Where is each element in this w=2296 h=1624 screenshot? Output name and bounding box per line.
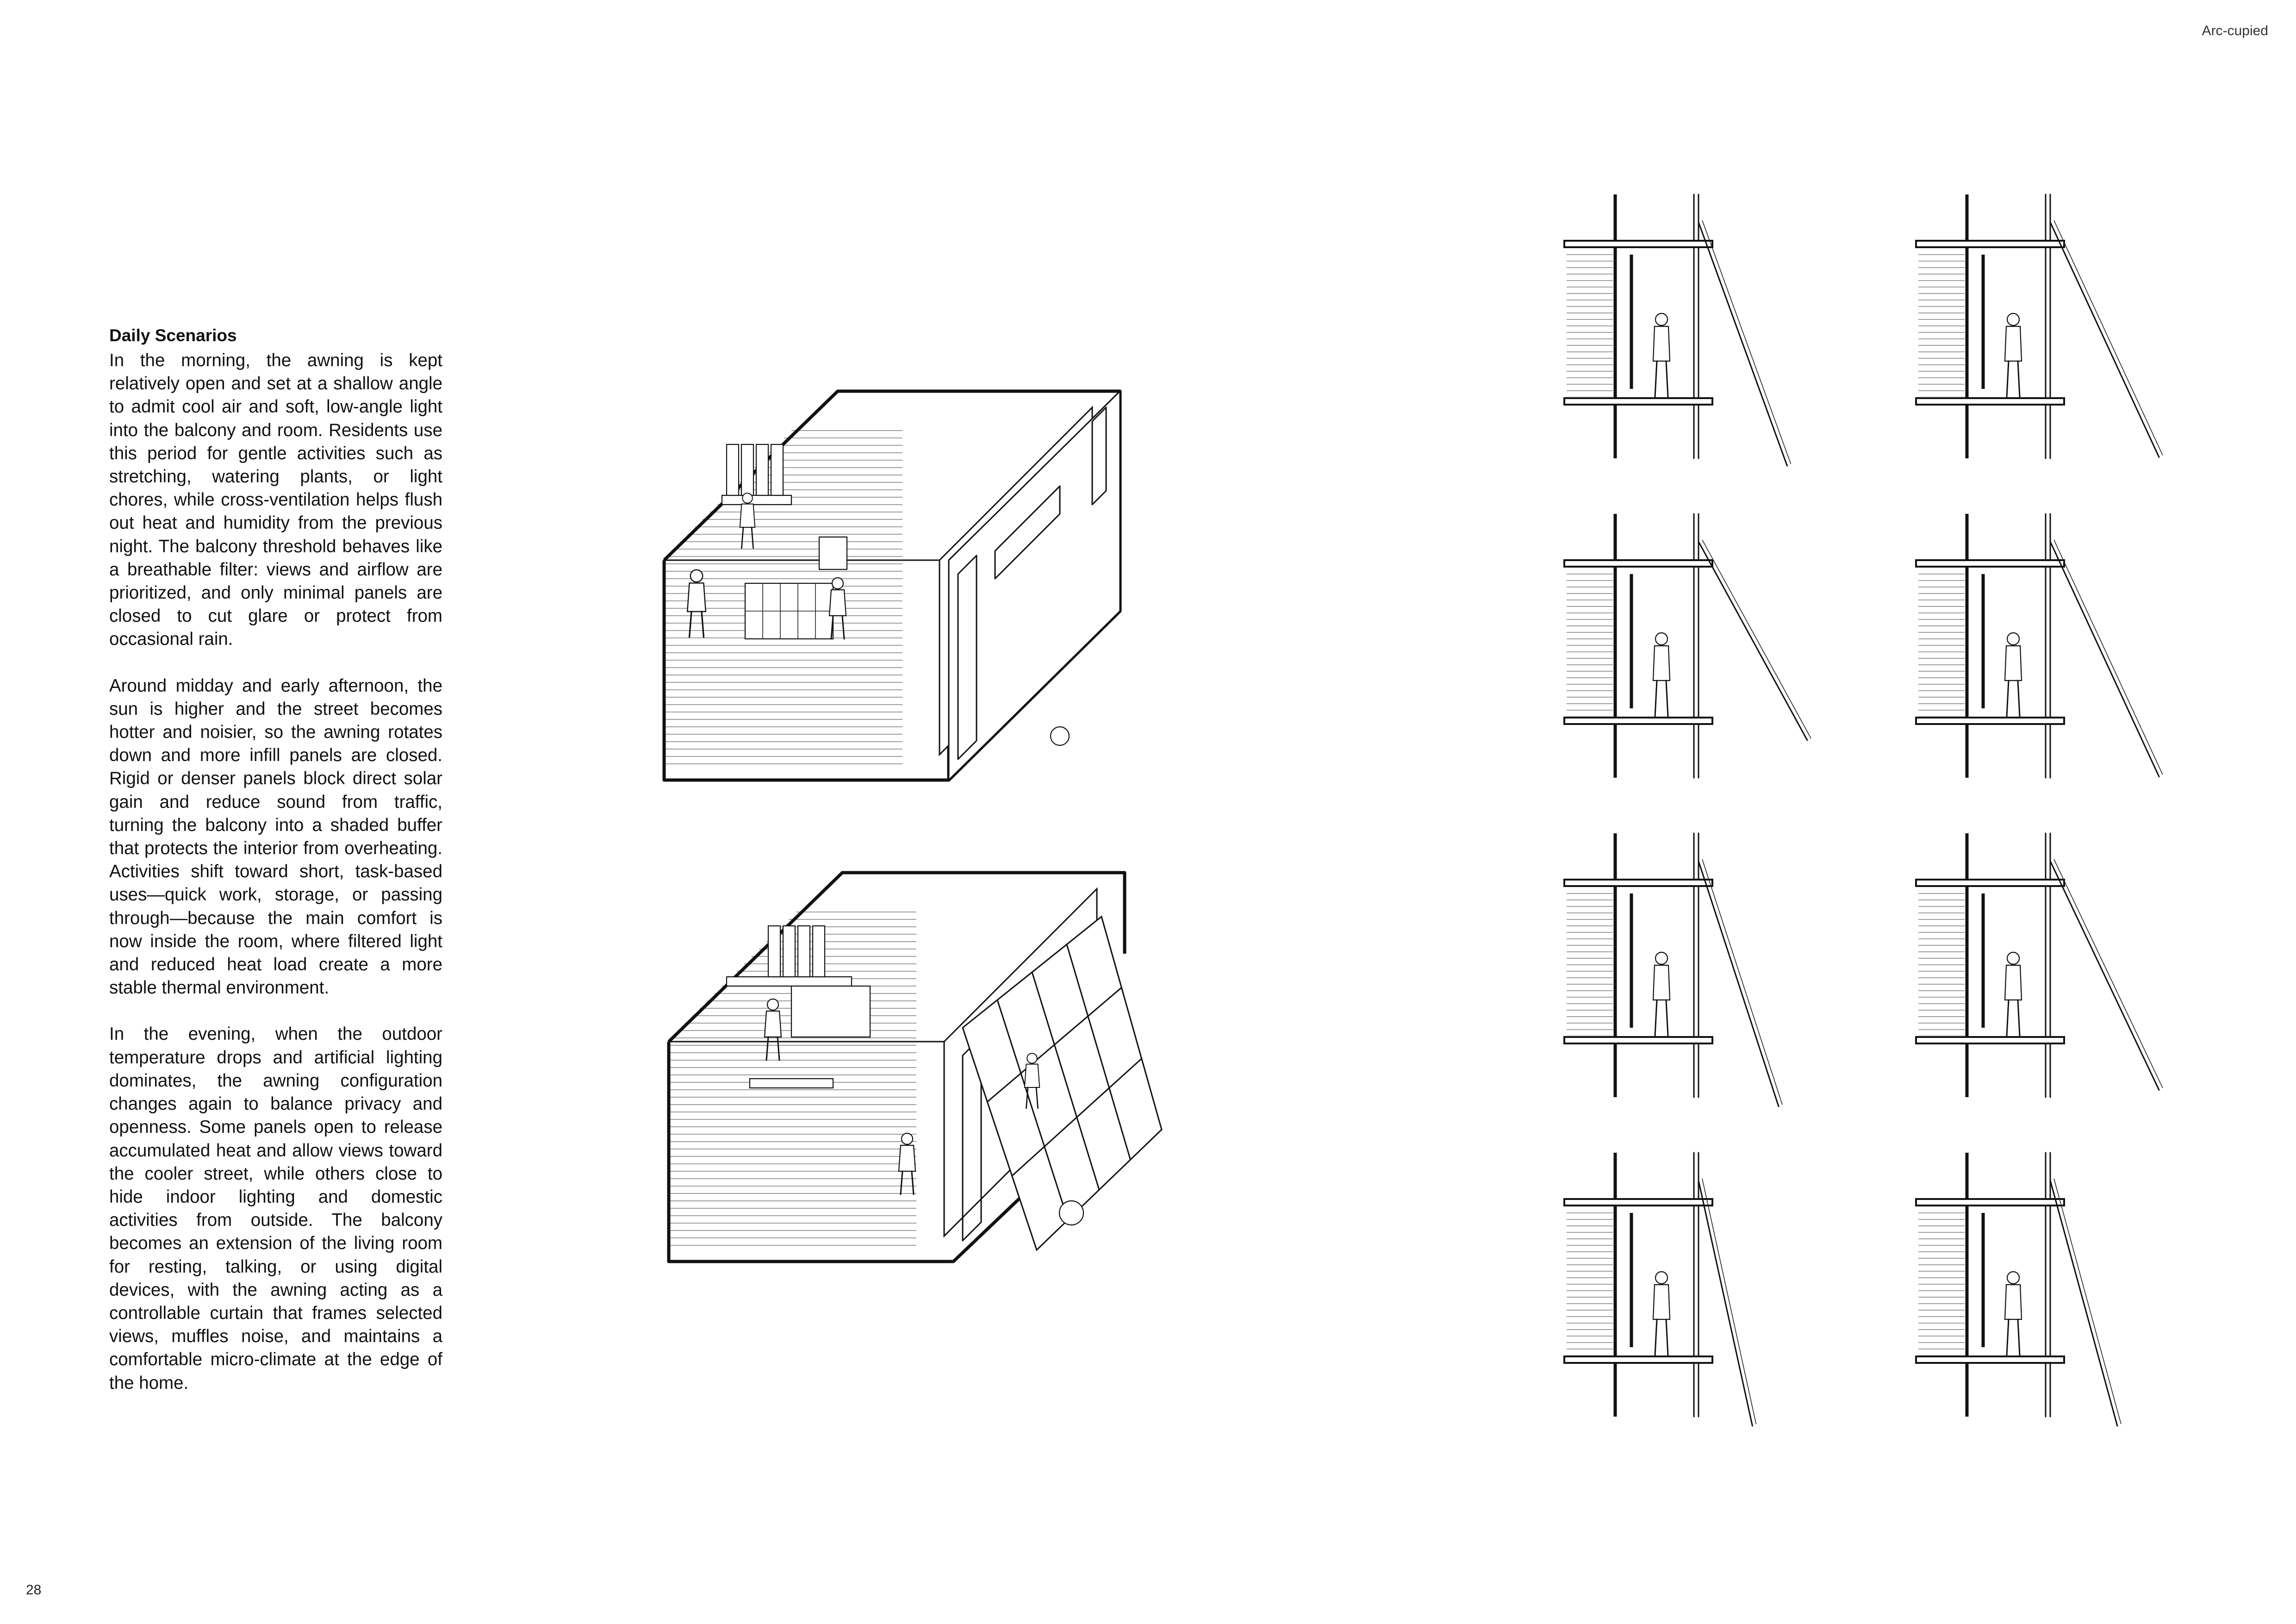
slab-upper bbox=[1564, 1199, 1712, 1206]
loft-railing-panel bbox=[783, 926, 795, 977]
section-drawing-2 bbox=[1907, 194, 2166, 472]
slab-lower bbox=[1916, 1356, 2064, 1363]
figure-legs bbox=[1655, 681, 1668, 717]
figure-head bbox=[767, 999, 778, 1010]
awning-arm bbox=[2050, 222, 2159, 457]
figure-head bbox=[2007, 952, 2019, 964]
loft-railing-panel bbox=[741, 444, 753, 495]
slab-lower bbox=[1564, 398, 1712, 405]
section-heading: Daily Scenarios bbox=[109, 326, 237, 345]
figure-legs bbox=[741, 527, 753, 548]
section-hatching bbox=[1567, 893, 1613, 1036]
section-hatching bbox=[1918, 1213, 1965, 1355]
section-figure bbox=[1653, 952, 1670, 1036]
slab-upper bbox=[1916, 1199, 2064, 1206]
figure-armchair bbox=[899, 1133, 915, 1194]
slab-lower bbox=[1564, 718, 1712, 724]
hanging-shelf bbox=[791, 986, 870, 1037]
section-group bbox=[1564, 194, 1791, 466]
section-group bbox=[1564, 1153, 1756, 1426]
running-header: Arc-cupied bbox=[2202, 23, 2268, 38]
figure-torso bbox=[829, 590, 846, 616]
slab-upper bbox=[1564, 880, 1712, 886]
loft-railing-panel bbox=[727, 444, 739, 495]
awning-arm-edge bbox=[1702, 220, 1791, 464]
figure-head bbox=[1655, 313, 1668, 325]
slab-upper bbox=[1916, 880, 2064, 886]
section-group bbox=[1916, 514, 2163, 778]
figure-legs bbox=[2007, 681, 2020, 717]
awning-arm-edge bbox=[1702, 859, 1782, 1105]
awning-arm bbox=[2050, 861, 2159, 1090]
slab-lower bbox=[1916, 1037, 2064, 1043]
section-drawing-1 bbox=[1555, 194, 1814, 472]
section-figure bbox=[2005, 1272, 2022, 1355]
slab-lower bbox=[1564, 1356, 1712, 1363]
section-hatching bbox=[1567, 574, 1613, 717]
slab-lower bbox=[1916, 398, 2064, 405]
figure-torso bbox=[687, 583, 706, 612]
figure-torso bbox=[765, 1011, 781, 1037]
section-hatching bbox=[1567, 1213, 1613, 1355]
section-drawing-8 bbox=[1907, 1153, 2166, 1430]
basket bbox=[1051, 727, 1069, 745]
slab-upper bbox=[1564, 241, 1712, 247]
paragraph-morning: In the morning, the awning is kept relatively open and set at a shallow angle to admit cool air and soft, low-angle light into the balcony and room. Residents use this period for gentle activities such as stretching, watering plants, or light chores, while cross-ventilation helps flush out heat and humidity from the previous night. The balcony threshold behaves like a breathable filter: views and airflow are prioritized, and only minimal panels are closed to cut glare or protect from occasional rain. bbox=[109, 350, 442, 650]
section-hatching bbox=[1918, 255, 1965, 397]
awning-arm-edge bbox=[1702, 1179, 1756, 1424]
section-group bbox=[1916, 1153, 2121, 1426]
section-figure bbox=[1653, 313, 1670, 397]
loft-railing-panel bbox=[768, 926, 780, 977]
awning-arm-edge bbox=[1702, 540, 1811, 738]
section-drawing-7 bbox=[1555, 1153, 1814, 1430]
figure-torso bbox=[2005, 1285, 2022, 1319]
figure-legs bbox=[690, 612, 704, 637]
section-hatching bbox=[1918, 574, 1965, 717]
bench bbox=[750, 1079, 833, 1088]
figure-head bbox=[1655, 1272, 1668, 1284]
section-group bbox=[1564, 833, 1782, 1106]
figure-legs bbox=[2007, 1000, 2020, 1036]
section-figure bbox=[1653, 633, 1670, 717]
figure-legs bbox=[1655, 361, 1668, 397]
section-group bbox=[1916, 194, 2163, 458]
slab-lower bbox=[1916, 718, 2064, 724]
slab-upper bbox=[1916, 241, 2064, 247]
loft-platform bbox=[722, 495, 791, 505]
figure-legs bbox=[1655, 1319, 1668, 1355]
section-hatching bbox=[1567, 255, 1613, 397]
page-number: 28 bbox=[26, 1582, 42, 1598]
axonometric-awning-rotated bbox=[657, 861, 1166, 1278]
loft-railing-panel bbox=[771, 444, 783, 495]
awning-arm bbox=[2050, 1181, 2117, 1426]
figure-head bbox=[691, 570, 703, 582]
figure-legs bbox=[2007, 1319, 2020, 1355]
section-group bbox=[1916, 833, 2163, 1097]
awning-arm-edge bbox=[2054, 540, 2163, 775]
side-table bbox=[819, 537, 847, 569]
figure-head bbox=[1655, 952, 1668, 964]
potted-plant bbox=[1059, 1201, 1083, 1225]
awning-arm-edge bbox=[2054, 220, 2163, 456]
paragraph-midday: Around midday and early afternoon, the sun is higher and the street becomes hotter and noisier, so the awning rotates down and more infill panels are closed. Rigid or denser panels block direct solar gain and reduce sound from traffic, turning the balcony into a shaded buffer that protects the interior from overheating. Activities shift toward short, task-based uses—quick work, storage, or passing through—because the main comfort is now inside the room, where filtered light and reduced heat load create a more stable thermal environment. bbox=[109, 675, 442, 998]
figure-head bbox=[1027, 1053, 1037, 1063]
figure-torso bbox=[1653, 1285, 1670, 1319]
section-group bbox=[1564, 514, 1811, 778]
text-column bbox=[109, 324, 442, 1418]
figure-torso bbox=[1653, 965, 1670, 1000]
section-figure bbox=[2005, 313, 2022, 397]
figure-head bbox=[2007, 313, 2019, 325]
figure-legs bbox=[2007, 361, 2020, 397]
figure-torso bbox=[1025, 1064, 1039, 1087]
section-figure bbox=[1653, 1272, 1670, 1355]
slab-lower bbox=[1564, 1037, 1712, 1043]
figure-torso bbox=[740, 504, 755, 527]
figure-head bbox=[1655, 633, 1668, 645]
section-figure bbox=[2005, 952, 2022, 1036]
figure-torso bbox=[899, 1145, 915, 1171]
section-drawing-3 bbox=[1555, 514, 1814, 792]
slab-upper bbox=[1564, 560, 1712, 567]
awning-arm bbox=[2050, 542, 2159, 777]
figure-head bbox=[742, 493, 753, 503]
awning-arm bbox=[1699, 222, 1787, 466]
awning-arm bbox=[1699, 1181, 1752, 1426]
figure-torso bbox=[2005, 326, 2022, 361]
figure-legs bbox=[901, 1171, 914, 1194]
loft-railing-panel bbox=[798, 926, 810, 977]
section-drawing-5 bbox=[1555, 833, 1814, 1111]
figure-legs bbox=[766, 1037, 779, 1060]
figure-standing bbox=[687, 570, 706, 637]
section-drawing-6 bbox=[1907, 833, 2166, 1111]
axo-a-group bbox=[664, 391, 1120, 780]
figure-head bbox=[902, 1133, 913, 1144]
figure-legs bbox=[1655, 1000, 1668, 1036]
figure-torso bbox=[2005, 646, 2022, 681]
awning-arm bbox=[1699, 861, 1779, 1106]
axo-b-group bbox=[669, 873, 1162, 1262]
section-figure bbox=[2005, 633, 2022, 717]
axonometric-awning-open bbox=[653, 380, 1115, 796]
figure-torso bbox=[1653, 646, 1670, 681]
loft-railing-panel bbox=[813, 926, 825, 977]
awning-arm bbox=[1699, 542, 1807, 740]
exterior-wall bbox=[949, 391, 1120, 780]
figure-head bbox=[2007, 633, 2019, 645]
awning-arm-edge bbox=[2054, 859, 2163, 1088]
figure-head bbox=[832, 578, 843, 589]
loft-platform bbox=[727, 977, 852, 986]
awning-panel-rotated bbox=[963, 917, 1162, 1250]
figure-torso bbox=[2005, 965, 2022, 1000]
figure-torso bbox=[1653, 326, 1670, 361]
section-hatching bbox=[1918, 893, 1965, 1036]
paragraph-evening: In the evening, when the outdoor temperature drops and artificial lighting dominates, the awning configuration changes again to balance privacy and openness. Some panels open to release accumulated heat and allow views toward the cooler street, while others close to hide indoor lighting and domestic activities from outside. The balcony becomes an extension of the living room for resting, talking, or using digital devices, with the awning acting as a controllable curtain that frames selected views, muffles noise, and maintains a comfortable micro-climate at the edge of the home. bbox=[109, 1024, 442, 1393]
slab-upper bbox=[1916, 560, 2064, 567]
section-drawing-4 bbox=[1907, 514, 2166, 792]
loft-railing-panel bbox=[756, 444, 768, 495]
awning-arm-edge bbox=[2054, 1179, 2121, 1424]
figure-head bbox=[2007, 1272, 2019, 1284]
